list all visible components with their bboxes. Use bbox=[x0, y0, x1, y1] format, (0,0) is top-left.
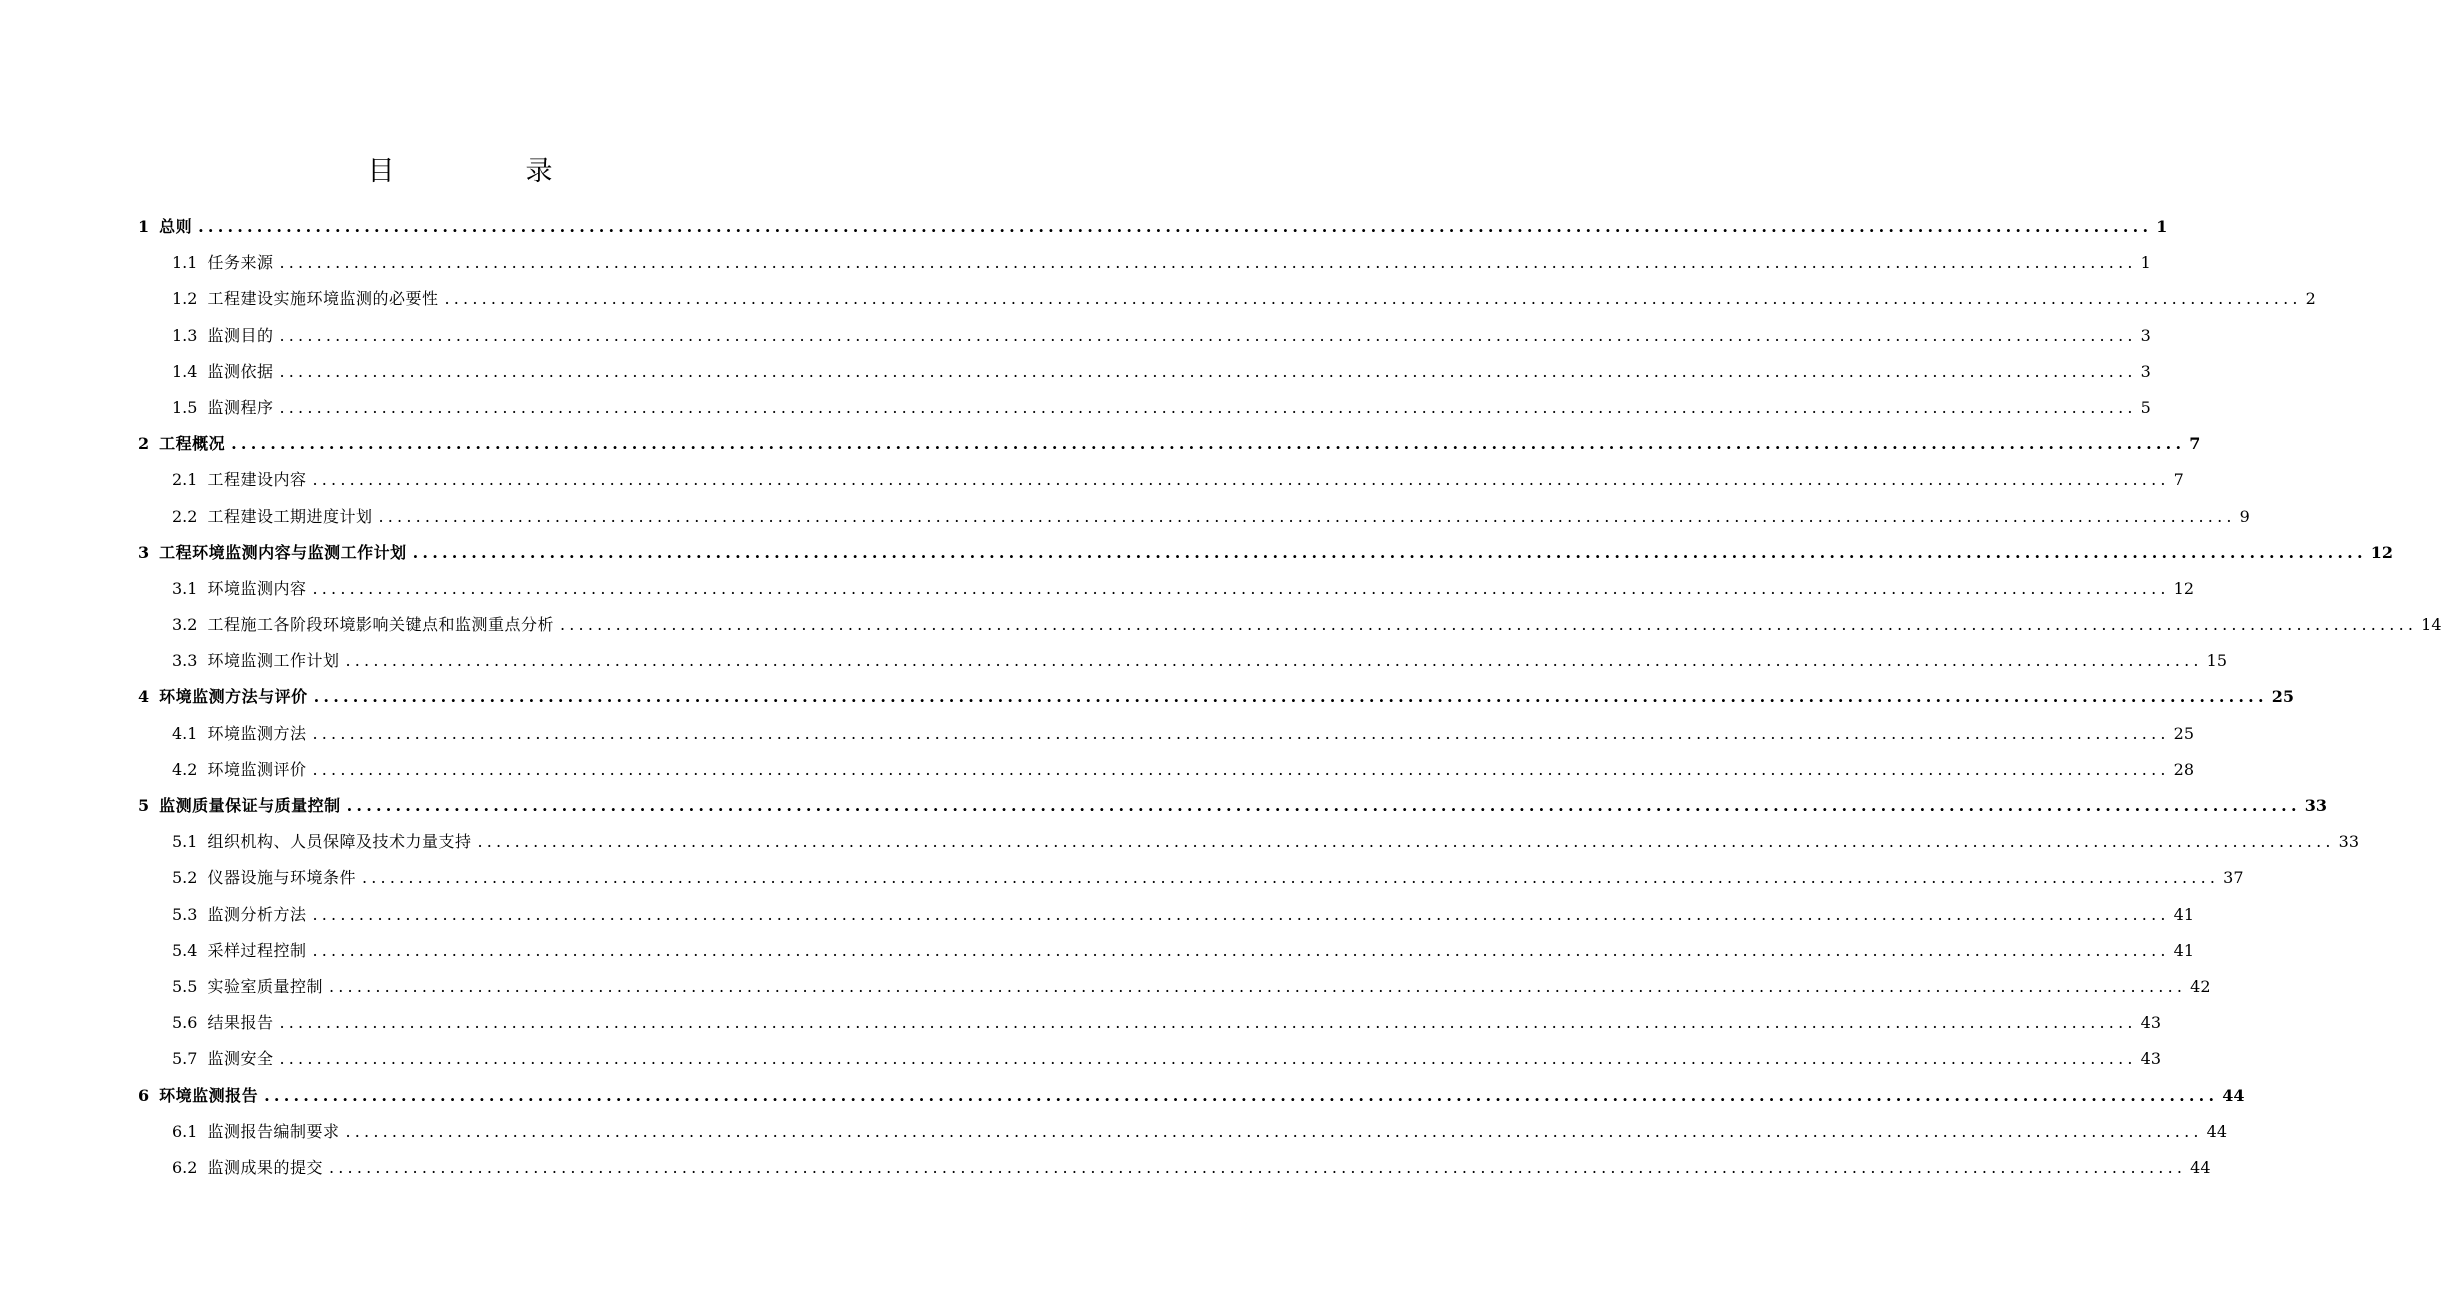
toc-entry-number: 5 bbox=[138, 796, 150, 815]
toc-entry-number: 1.4 bbox=[172, 361, 198, 381]
table-of-contents bbox=[138, 209, 2442, 1186]
toc-entry-number: 6 bbox=[138, 1085, 150, 1105]
toc-section-entry[interactable] bbox=[138, 643, 2228, 679]
toc-entry-number: 5.2 bbox=[172, 868, 198, 888]
toc-chapter-entry[interactable] bbox=[138, 1078, 2245, 1114]
toc-page-number: 3 bbox=[2140, 361, 2151, 381]
toc-dot-leader: ........................................................................................................................................................................................................ bbox=[312, 470, 2170, 490]
toc-entry-number: 1.2 bbox=[172, 289, 198, 309]
toc-dot-leader: ........................................................................................................................................................................................................ bbox=[378, 506, 2236, 526]
toc-entry-title: 环境监测评价 bbox=[207, 759, 307, 779]
toc-dot-leader: ........................................................................................................................................................................................................ bbox=[198, 217, 2153, 236]
toc-entry-number: 5.4 bbox=[172, 940, 198, 960]
toc-entry-title: 采样过程控制 bbox=[207, 940, 307, 960]
toc-entry-title: 结果报告 bbox=[207, 1013, 274, 1033]
toc-dot-leader: ........................................................................................................................................................................................................ bbox=[312, 904, 2170, 924]
toc-page-number: 43 bbox=[2140, 1013, 2162, 1033]
toc-section-entry[interactable] bbox=[138, 933, 2195, 969]
toc-entry-number: 2.2 bbox=[172, 506, 198, 526]
toc-dot-leader: ........................................................................................................................................................................................................ bbox=[345, 1121, 2203, 1141]
toc-section-entry[interactable] bbox=[138, 390, 2151, 426]
toc-entry-title: 环境监测方法 bbox=[207, 723, 307, 743]
toc-dot-leader: ........................................................................................................................................................................................................ bbox=[312, 759, 2170, 779]
toc-entry-title: 监测成果的提交 bbox=[207, 1157, 323, 1177]
toc-page-number: 1 bbox=[2156, 217, 2168, 236]
toc-section-entry[interactable] bbox=[138, 1041, 2162, 1077]
toc-page-number: 44 bbox=[2190, 1157, 2211, 1177]
toc-entry-number: 1.1 bbox=[172, 253, 198, 273]
toc-entry-number: 1.3 bbox=[172, 325, 198, 345]
toc-entry-title: 实验室质量控制 bbox=[207, 976, 323, 996]
toc-dot-leader: ........................................................................................................................................................................................................ bbox=[279, 1049, 2137, 1069]
toc-entry-title: 工程概况 bbox=[159, 434, 226, 454]
toc-entry-title: 环境监测方法与评价 bbox=[159, 687, 308, 707]
toc-dot-leader: ........................................................................................................................................................................................................ bbox=[345, 651, 2203, 671]
toc-section-entry[interactable] bbox=[138, 607, 2442, 643]
toc-entry-title: 监测目的 bbox=[207, 325, 274, 345]
toc-page-number: 12 bbox=[2370, 542, 2393, 562]
toc-section-entry[interactable] bbox=[138, 245, 2151, 281]
toc-dot-leader: ........................................................................................................................................................................................................ bbox=[279, 397, 2137, 417]
toc-entry-number: 4.1 bbox=[172, 723, 198, 743]
toc-dot-leader: ........................................................................................................................................................................................................ bbox=[477, 832, 2335, 852]
toc-dot-leader: ........................................................................................................................................................................................................ bbox=[279, 325, 2137, 345]
toc-entry-number: 1 bbox=[138, 217, 150, 236]
toc-page-number: 7 bbox=[2189, 434, 2201, 454]
toc-chapter-entry[interactable] bbox=[138, 679, 2294, 715]
toc-chapter-entry[interactable] bbox=[138, 788, 2327, 824]
toc-page-number: 44 bbox=[2222, 1085, 2245, 1105]
toc-section-entry[interactable] bbox=[138, 318, 2151, 354]
toc-dot-leader: ........................................................................................................................................................................................................ bbox=[264, 1085, 2219, 1105]
toc-section-entry[interactable] bbox=[138, 281, 2316, 317]
toc-dot-leader: ........................................................................................................................................................................................................ bbox=[279, 253, 2137, 273]
toc-page-number: 41 bbox=[2173, 940, 2195, 960]
toc-dot-leader: ........................................................................................................................................................................................................ bbox=[312, 578, 2170, 598]
toc-chapter-entry[interactable] bbox=[138, 426, 2201, 462]
toc-section-entry[interactable] bbox=[138, 716, 2195, 752]
toc-page-number: 7 bbox=[2173, 470, 2184, 490]
toc-entry-title: 监测分析方法 bbox=[207, 904, 307, 924]
toc-page-number: 15 bbox=[2206, 651, 2228, 671]
toc-entry-title: 工程环境监测内容与监测工作计划 bbox=[159, 542, 407, 562]
toc-page-number: 2 bbox=[2305, 289, 2316, 309]
toc-page-number: 33 bbox=[2304, 796, 2327, 815]
toc-entry-title: 监测报告编制要求 bbox=[207, 1121, 340, 1141]
toc-dot-leader: ........................................................................................................................................................................................................ bbox=[412, 542, 2367, 562]
toc-page-number: 37 bbox=[2223, 868, 2244, 888]
toc-entry-title: 环境监测报告 bbox=[159, 1085, 259, 1105]
toc-section-entry[interactable] bbox=[138, 897, 2195, 933]
toc-dot-leader: ........................................................................................................................................................................................................ bbox=[313, 687, 2268, 707]
toc-page-number: 25 bbox=[2271, 687, 2294, 707]
toc-dot-leader: ........................................................................................................................................................................................................ bbox=[444, 289, 2302, 309]
toc-entry-number: 2.1 bbox=[172, 470, 198, 490]
toc-entry-title: 工程建设工期进度计划 bbox=[207, 506, 373, 526]
toc-dot-leader: ........................................................................................................................................................................................................ bbox=[328, 1157, 2187, 1177]
toc-section-entry[interactable] bbox=[138, 354, 2151, 390]
toc-section-entry[interactable] bbox=[138, 499, 2250, 535]
toc-page-number: 14 bbox=[2421, 615, 2442, 635]
toc-entry-title: 环境监测工作计划 bbox=[207, 651, 340, 671]
toc-section-entry[interactable] bbox=[138, 1114, 2228, 1150]
toc-entry-title: 组织机构、人员保障及技术力量支持 bbox=[207, 832, 472, 852]
toc-entry-title: 监测依据 bbox=[207, 361, 274, 381]
toc-dot-leader: ........................................................................................................................................................................................................ bbox=[346, 796, 2301, 815]
toc-dot-leader: ........................................................................................................................................................................................................ bbox=[279, 361, 2137, 381]
toc-entry-number: 5.3 bbox=[172, 904, 198, 924]
toc-section-entry[interactable] bbox=[138, 824, 2360, 860]
toc-page-number: 43 bbox=[2140, 1049, 2162, 1069]
toc-entry-number: 3 bbox=[138, 542, 150, 562]
toc-entry-title: 监测质量保证与质量控制 bbox=[159, 796, 341, 815]
toc-entry-title: 环境监测内容 bbox=[207, 578, 307, 598]
toc-entry-number: 4 bbox=[138, 687, 150, 707]
toc-entry-title: 工程建设实施环境监测的必要性 bbox=[207, 289, 439, 309]
toc-entry-number: 6.2 bbox=[172, 1157, 198, 1177]
toc-entry-number: 1.5 bbox=[172, 397, 198, 417]
toc-page-number: 25 bbox=[2173, 723, 2195, 743]
toc-page-number: 44 bbox=[2206, 1121, 2228, 1141]
toc-entry-number: 4.2 bbox=[172, 759, 198, 779]
toc-entry-number: 3.1 bbox=[172, 578, 198, 598]
toc-entry-title: 监测程序 bbox=[207, 397, 274, 417]
toc-entry-title: 仪器设施与环境条件 bbox=[207, 868, 356, 888]
toc-section-entry[interactable] bbox=[138, 462, 2184, 498]
toc-dot-leader: ........................................................................................................................................................................................................ bbox=[328, 976, 2187, 996]
toc-entry-number: 5.6 bbox=[172, 1013, 198, 1033]
toc-section-entry[interactable] bbox=[138, 1150, 2211, 1186]
toc-page-number: 9 bbox=[2239, 506, 2250, 526]
toc-entry-number: 5.1 bbox=[172, 832, 198, 852]
toc-page-number: 41 bbox=[2173, 904, 2195, 924]
toc-entry-number: 3.3 bbox=[172, 651, 198, 671]
toc-section-entry[interactable] bbox=[138, 860, 2244, 896]
toc-entry-title: 工程施工各阶段环境影响关键点和监测重点分析 bbox=[207, 615, 554, 635]
toc-page-number: 3 bbox=[2140, 325, 2151, 345]
toc-dot-leader: ........................................................................................................................................................................................................ bbox=[312, 723, 2170, 743]
toc-entry-number: 6.1 bbox=[172, 1121, 198, 1141]
toc-entry-title: 工程建设内容 bbox=[207, 470, 307, 490]
toc-dot-leader: ........................................................................................................................................................................................................ bbox=[231, 434, 2186, 454]
toc-section-entry[interactable] bbox=[138, 752, 2195, 788]
toc-page-number: 1 bbox=[2140, 253, 2151, 273]
toc-entry-number: 5.5 bbox=[172, 976, 198, 996]
toc-page-number: 5 bbox=[2140, 397, 2151, 417]
toc-page-number: 12 bbox=[2173, 578, 2195, 598]
toc-dot-leader: ........................................................................................................................................................................................................ bbox=[312, 940, 2170, 960]
page-title: 目 录 bbox=[367, 156, 605, 187]
toc-dot-leader: ........................................................................................................................................................................................................ bbox=[279, 1013, 2137, 1033]
toc-section-entry[interactable] bbox=[138, 571, 2195, 607]
toc-chapter-entry[interactable] bbox=[138, 209, 2168, 245]
toc-page-number: 33 bbox=[2338, 832, 2360, 852]
toc-entry-title: 总则 bbox=[159, 217, 193, 236]
toc-dot-leader: ........................................................................................................................................................................................................ bbox=[559, 615, 2418, 635]
toc-dot-leader: ........................................................................................................................................................................................................ bbox=[361, 868, 2220, 888]
toc-page-number: 42 bbox=[2190, 976, 2211, 996]
toc-entry-number: 5.7 bbox=[172, 1049, 198, 1069]
toc-entry-title: 任务来源 bbox=[207, 253, 274, 273]
toc-entry-number: 3.2 bbox=[172, 615, 198, 635]
toc-section-entry[interactable] bbox=[138, 969, 2211, 1005]
toc-chapter-entry[interactable] bbox=[138, 535, 2393, 571]
toc-page-number: 28 bbox=[2173, 759, 2195, 779]
toc-section-entry[interactable] bbox=[138, 1005, 2162, 1041]
toc-entry-number: 2 bbox=[138, 434, 150, 454]
toc-entry-title: 监测安全 bbox=[207, 1049, 274, 1069]
